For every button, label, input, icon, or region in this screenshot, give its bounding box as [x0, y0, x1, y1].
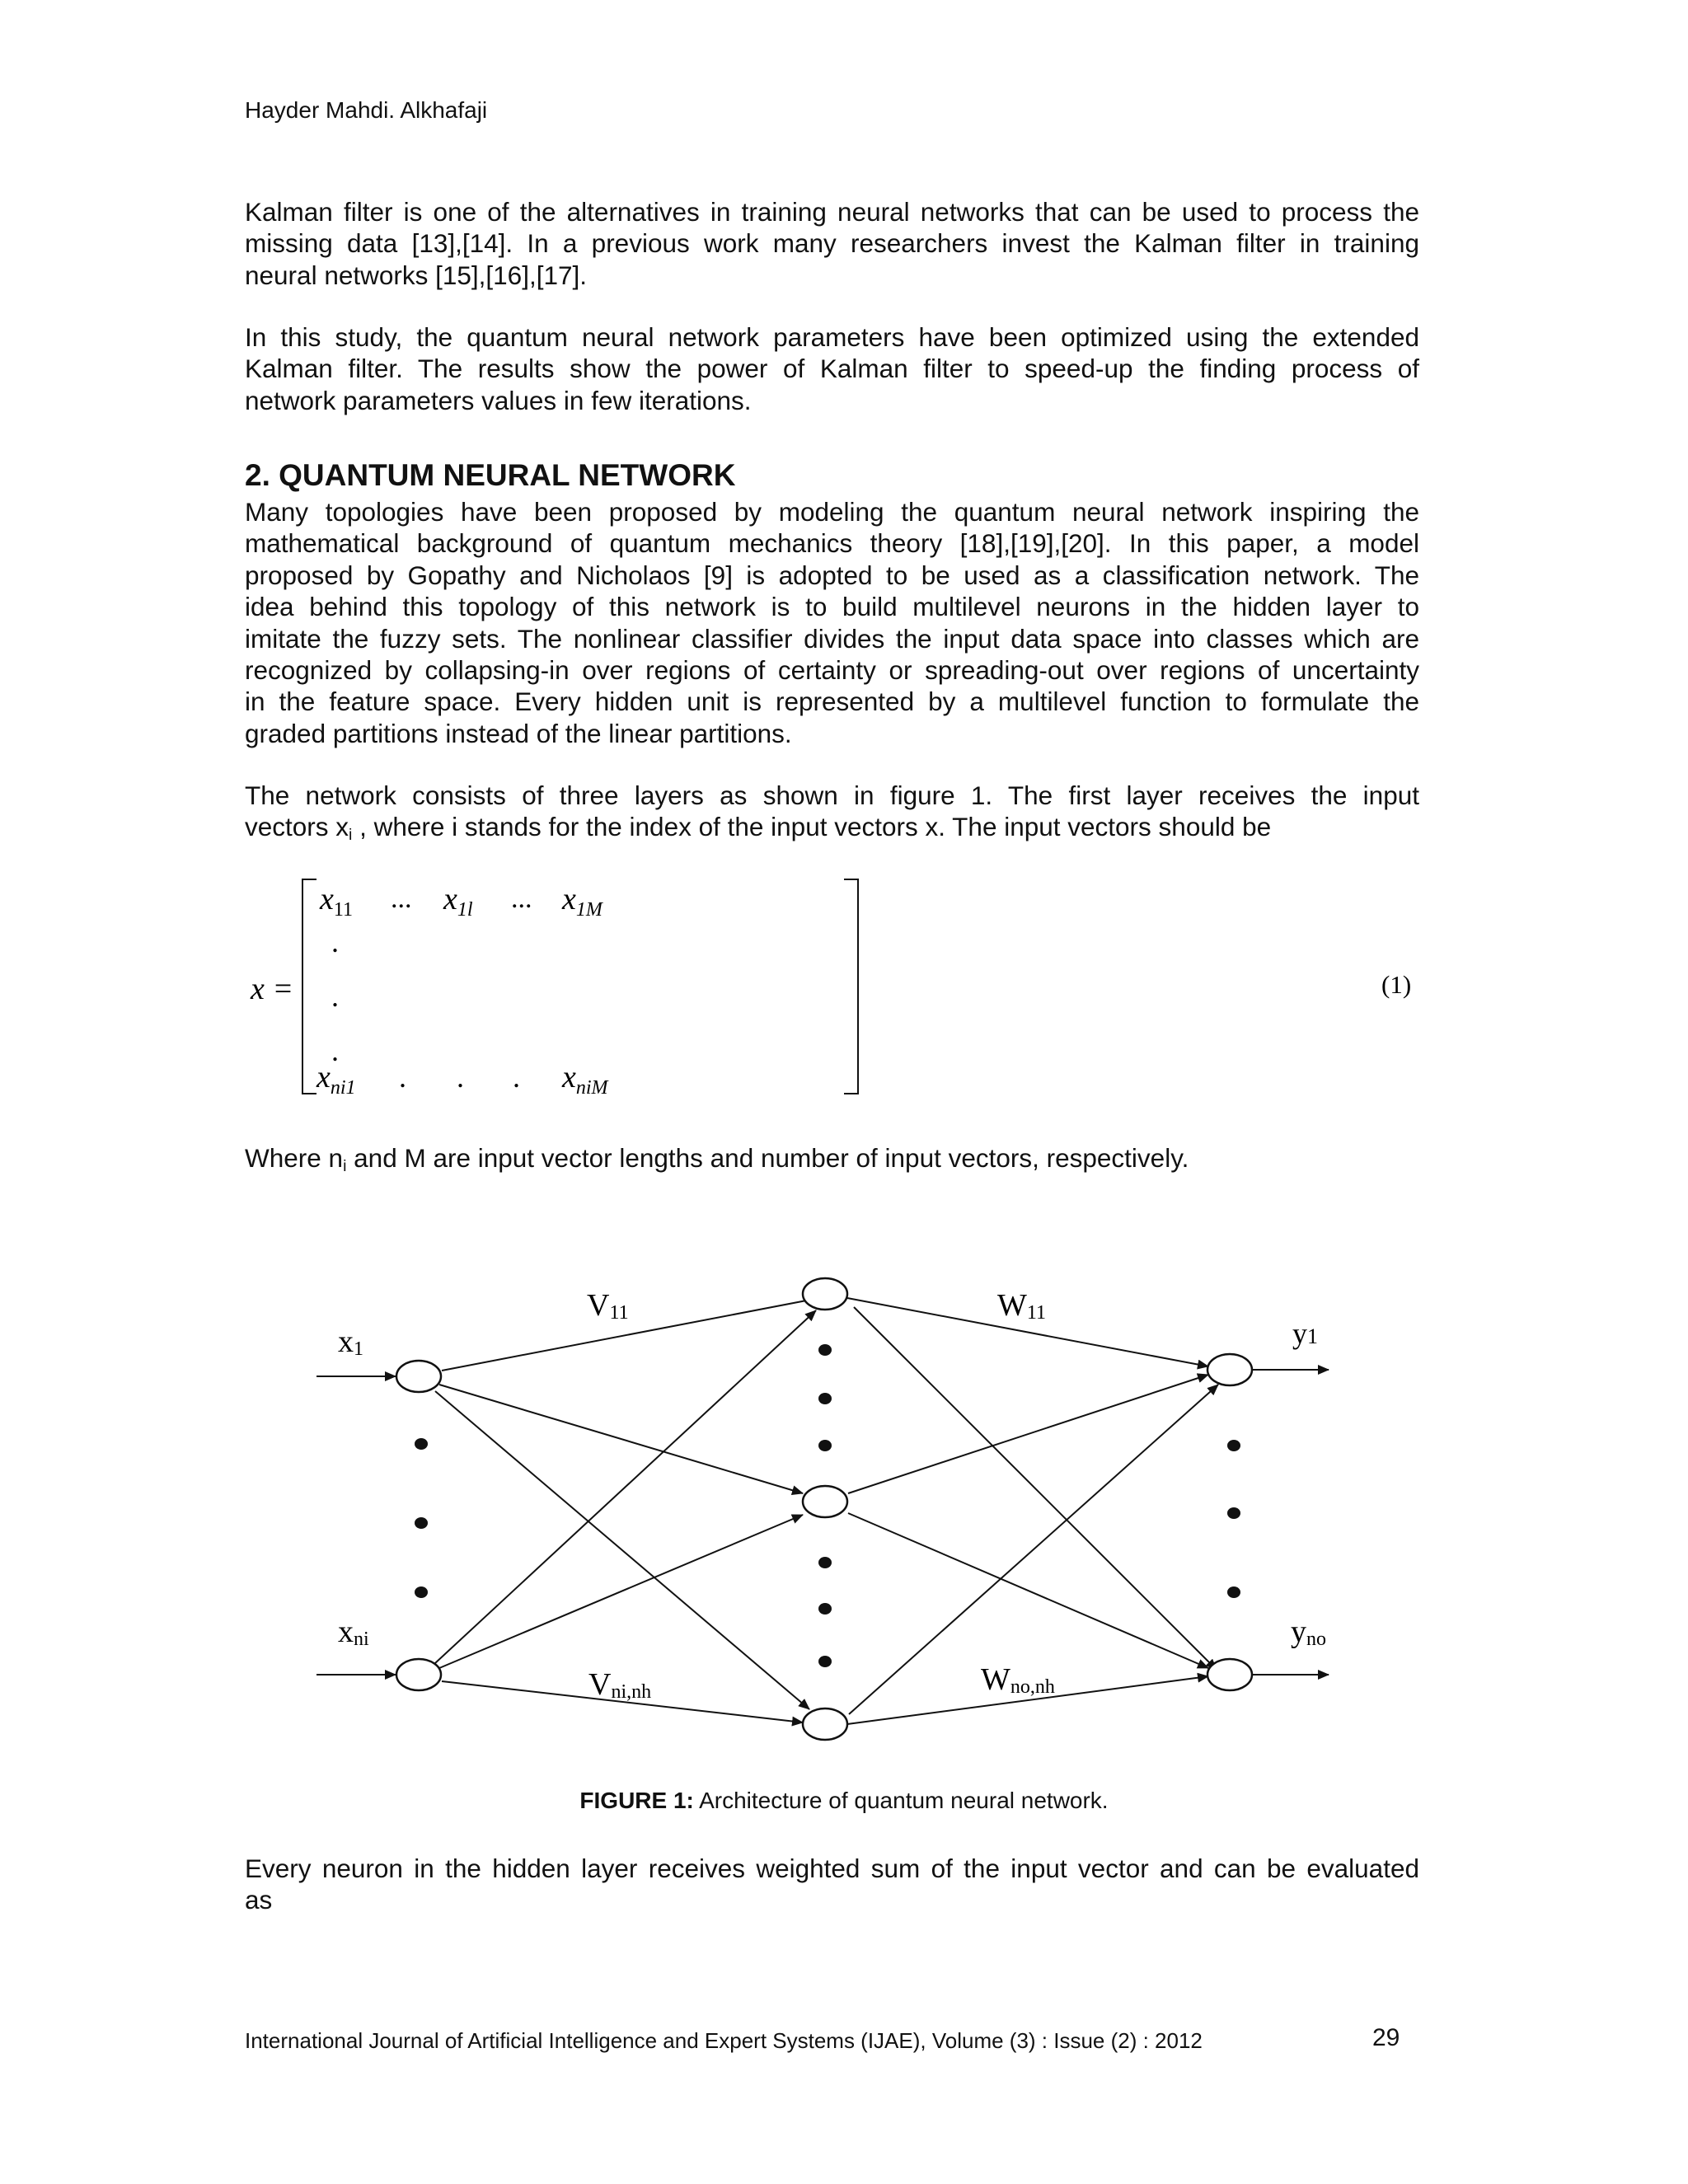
section-paragraph-2 [245, 780, 1419, 851]
connection [849, 1385, 1218, 1714]
connection [439, 1385, 803, 1493]
intro-paragraph-2 [245, 321, 1419, 416]
equation-number: (1) [1381, 970, 1412, 999]
label-yno: yno [1291, 1615, 1326, 1650]
text-line: Kalman filter. The results show the power of Kalman filter to speed-up the finding process of [245, 354, 1419, 384]
connection [848, 1513, 1208, 1668]
input-neuron-xni [396, 1659, 441, 1690]
matrix-entry: $x_{niM}$ [562, 1060, 608, 1099]
text-line: Kalman filter is one of the alternatives in training neural networks that can be used to process the [245, 197, 1419, 227]
matrix-ellipsis: ... [391, 883, 412, 914]
input-neuron-x1 [396, 1361, 441, 1392]
ellipsis-dot [415, 1586, 428, 1598]
text-line: The network consists of three layers as shown in figure 1. The first layer receives the input [245, 780, 1419, 810]
text-line: neural networks [15],[16],[17]. [245, 260, 587, 290]
output-neuron-y1 [1207, 1354, 1252, 1385]
ellipsis-dot [818, 1344, 832, 1356]
connection [435, 1310, 816, 1663]
closing-paragraph [245, 1853, 1419, 1916]
text-fragment: and M are input vector lengths and number of input vectors, respectively. [346, 1143, 1189, 1173]
connection [854, 1307, 1217, 1670]
equation-lhs: x = [251, 972, 294, 1006]
matrix-dot: . [457, 1061, 464, 1094]
connection [439, 1515, 803, 1668]
connection [848, 1375, 1208, 1493]
text-line: as [245, 1885, 273, 1915]
text-line: recognized by collapsing-in over regions of certainty or spreading-out over regions of uncertainty [245, 655, 1419, 686]
ellipsis-dot [1227, 1507, 1240, 1519]
running-header-author: Hayder Mahdi. Alkhafaji [245, 97, 488, 123]
text-line: imitate the fuzzy sets. The nonlinear classifier divides the input data space into classes which are [245, 623, 1419, 654]
ellipsis-dot [1227, 1586, 1240, 1598]
page-number: 29 [1372, 2024, 1400, 2051]
text-line: Many topologies have been proposed by modeling the quantum neural network inspiring the [245, 497, 1419, 527]
ellipsis-dot [818, 1656, 832, 1667]
text-line: Every neuron in the hidden layer receives weighted sum of the input vector and can be evaluated [245, 1854, 1419, 1883]
text-line: mathematical background of quantum mechanics theory [18],[19],[20]. In this paper, a model [245, 528, 1419, 559]
where-paragraph [245, 1142, 1419, 1182]
text-fragment: , where i stands for the index of the input vectors x. The input vectors should be [352, 812, 1272, 842]
footer-journal: International Journal of Artificial Intelligence and Expert Systems (IJAE), Volume (3) : Issue (2) : 2012 [245, 2028, 1203, 2053]
ellipsis-dot [415, 1438, 428, 1450]
label-v11: V11 [587, 1288, 629, 1324]
figure-1-network-diagram [0, 1253, 1688, 1772]
matrix-entry: $x_{1l}$ [443, 882, 473, 921]
ellipsis-dot [818, 1557, 832, 1568]
output-neuron-yno [1207, 1659, 1252, 1690]
caption-text: Architecture of quantum neural network. [693, 1788, 1109, 1813]
text-line: in the feature space. Every hidden unit is represented by a multilevel function to formulate the [245, 687, 1419, 717]
label-xni: xni [338, 1615, 369, 1650]
matrix-vdot: . [331, 926, 339, 958]
subscript: i [343, 1156, 347, 1175]
subscript: i [349, 826, 353, 845]
matrix-entry: $x_{11}$ [320, 882, 353, 921]
caption-label: FIGURE 1: [579, 1788, 694, 1813]
section-heading: 2. QUANTUM NEURAL NETWORK [245, 458, 736, 492]
text-line: proposed by Gopathy and Nicholaos [9] is adopted to be used as a classification network. The [245, 560, 1419, 590]
hidden-neuron-bottom [803, 1708, 847, 1740]
matrix-entry: $x_{1M}$ [562, 882, 603, 921]
text-line: In this study, the quantum neural network parameters have been optimized using the extended [245, 322, 1419, 352]
ellipsis-dot [1227, 1440, 1240, 1451]
equation-1 [231, 869, 1434, 1108]
text-line: idea behind this topology of this network is to build multilevel neurons in the hidden layer to [245, 592, 1419, 622]
label-wnonh: Wno,nh [981, 1662, 1055, 1698]
ellipsis-dot [818, 1603, 832, 1615]
text-fragment: vectors x [245, 812, 349, 842]
label-vninh: Vni,nh [588, 1667, 652, 1703]
matrix-vdot: . [331, 1034, 339, 1067]
matrix-vdot: . [331, 980, 339, 1013]
ellipsis-dot [818, 1440, 832, 1451]
intro-paragraph-1 [245, 196, 1419, 291]
section-paragraph-1 [245, 496, 1419, 749]
figure-1-caption [0, 1788, 1688, 1814]
text-line [245, 1142, 1419, 1182]
matrix-ellipsis: ... [511, 883, 532, 914]
matrix-left-bracket [302, 879, 316, 1094]
matrix-right-bracket [844, 879, 858, 1094]
label-y1: y1 [1292, 1317, 1318, 1350]
matrix-dot: . [513, 1061, 520, 1094]
text-line: graded partitions instead of the linear partitions. [245, 718, 792, 748]
ellipsis-dot [415, 1517, 428, 1529]
hidden-neuron-middle [803, 1486, 847, 1517]
text-line: missing data [13],[14]. In a previous work many researchers invest the Kalman filter in training [245, 228, 1419, 259]
matrix-dot: . [399, 1061, 406, 1094]
hidden-neuron-top [803, 1278, 847, 1310]
matrix-entry: $x_{ni1}$ [316, 1060, 356, 1099]
text-line: network parameters values in few iterations. [245, 385, 752, 415]
ellipsis-dot [818, 1393, 832, 1404]
label-w11: W11 [997, 1288, 1046, 1324]
text-line [245, 811, 1419, 851]
label-x1: x1 [338, 1324, 363, 1360]
text-fragment: Where n [245, 1143, 344, 1173]
